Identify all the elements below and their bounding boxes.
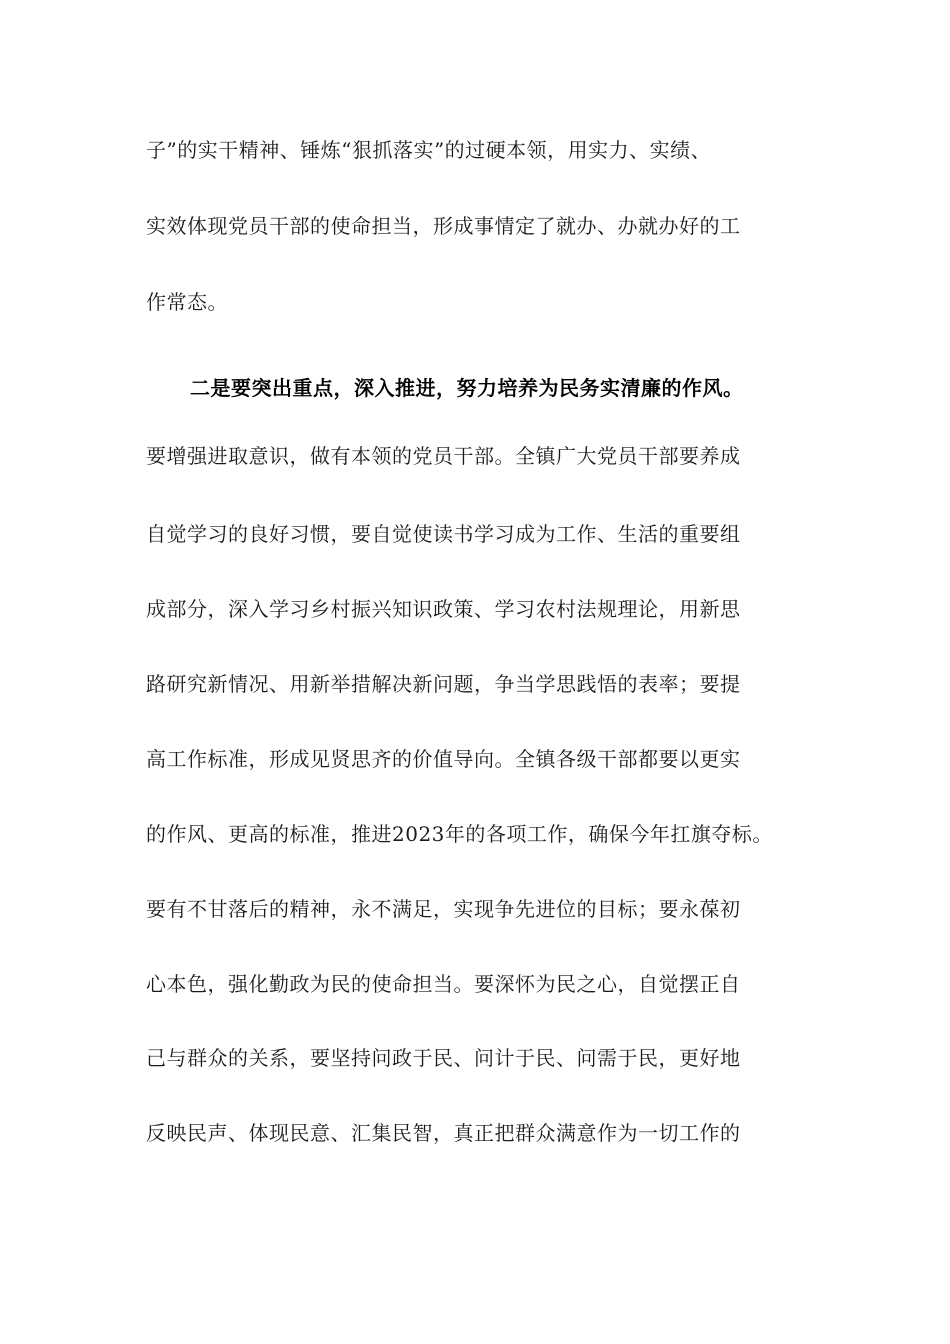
body-text-line: 高工作标准，形成见贤思齐的价值导向。全镇各级干部都要以更实: [146, 747, 741, 771]
section-heading: 二是要突出重点，深入推进，努力培养为民务实清廉的作风。: [190, 376, 744, 400]
body-text-line: 自觉学习的良好习惯，要自觉使读书学习成为工作、生活的重要组: [146, 522, 741, 546]
body-text-line: 反映民声、体现民意、汇集民智，真正把群众满意作为一切工作的: [146, 1121, 741, 1145]
body-text-line: 作常态。: [146, 290, 228, 314]
body-text-line: 心本色，强化勤政为民的使命担当。要深怀为民之心，自觉摆正自: [146, 972, 741, 996]
body-text-line: 的作风、更高的标准，推进2023年的各项工作，确保今年扛旗夺标。: [146, 822, 773, 846]
body-text-line: 路研究新情况、用新举措解决新问题，争当学思践悟的表率；要提: [146, 672, 741, 696]
body-text-line: 己与群众的关系，要坚持问政于民、问计于民、问需于民，更好地: [146, 1046, 741, 1070]
body-text-line: 成部分，深入学习乡村振兴知识政策、学习农村法规理论，用新思: [146, 597, 741, 621]
body-text-line: 实效体现党员干部的使命担当，形成事情定了就办、办就办好的工: [146, 214, 741, 238]
body-text-line: 子”的实干精神、锤炼“狠抓落实”的过硬本领，用实力、实绩、: [146, 138, 712, 162]
body-text-line: 要增强进取意识，做有本领的党员干部。全镇广大党员干部要养成: [146, 444, 741, 468]
body-text-line: 要有不甘落后的精神，永不满足，实现争先进位的目标；要永葆初: [146, 897, 741, 921]
